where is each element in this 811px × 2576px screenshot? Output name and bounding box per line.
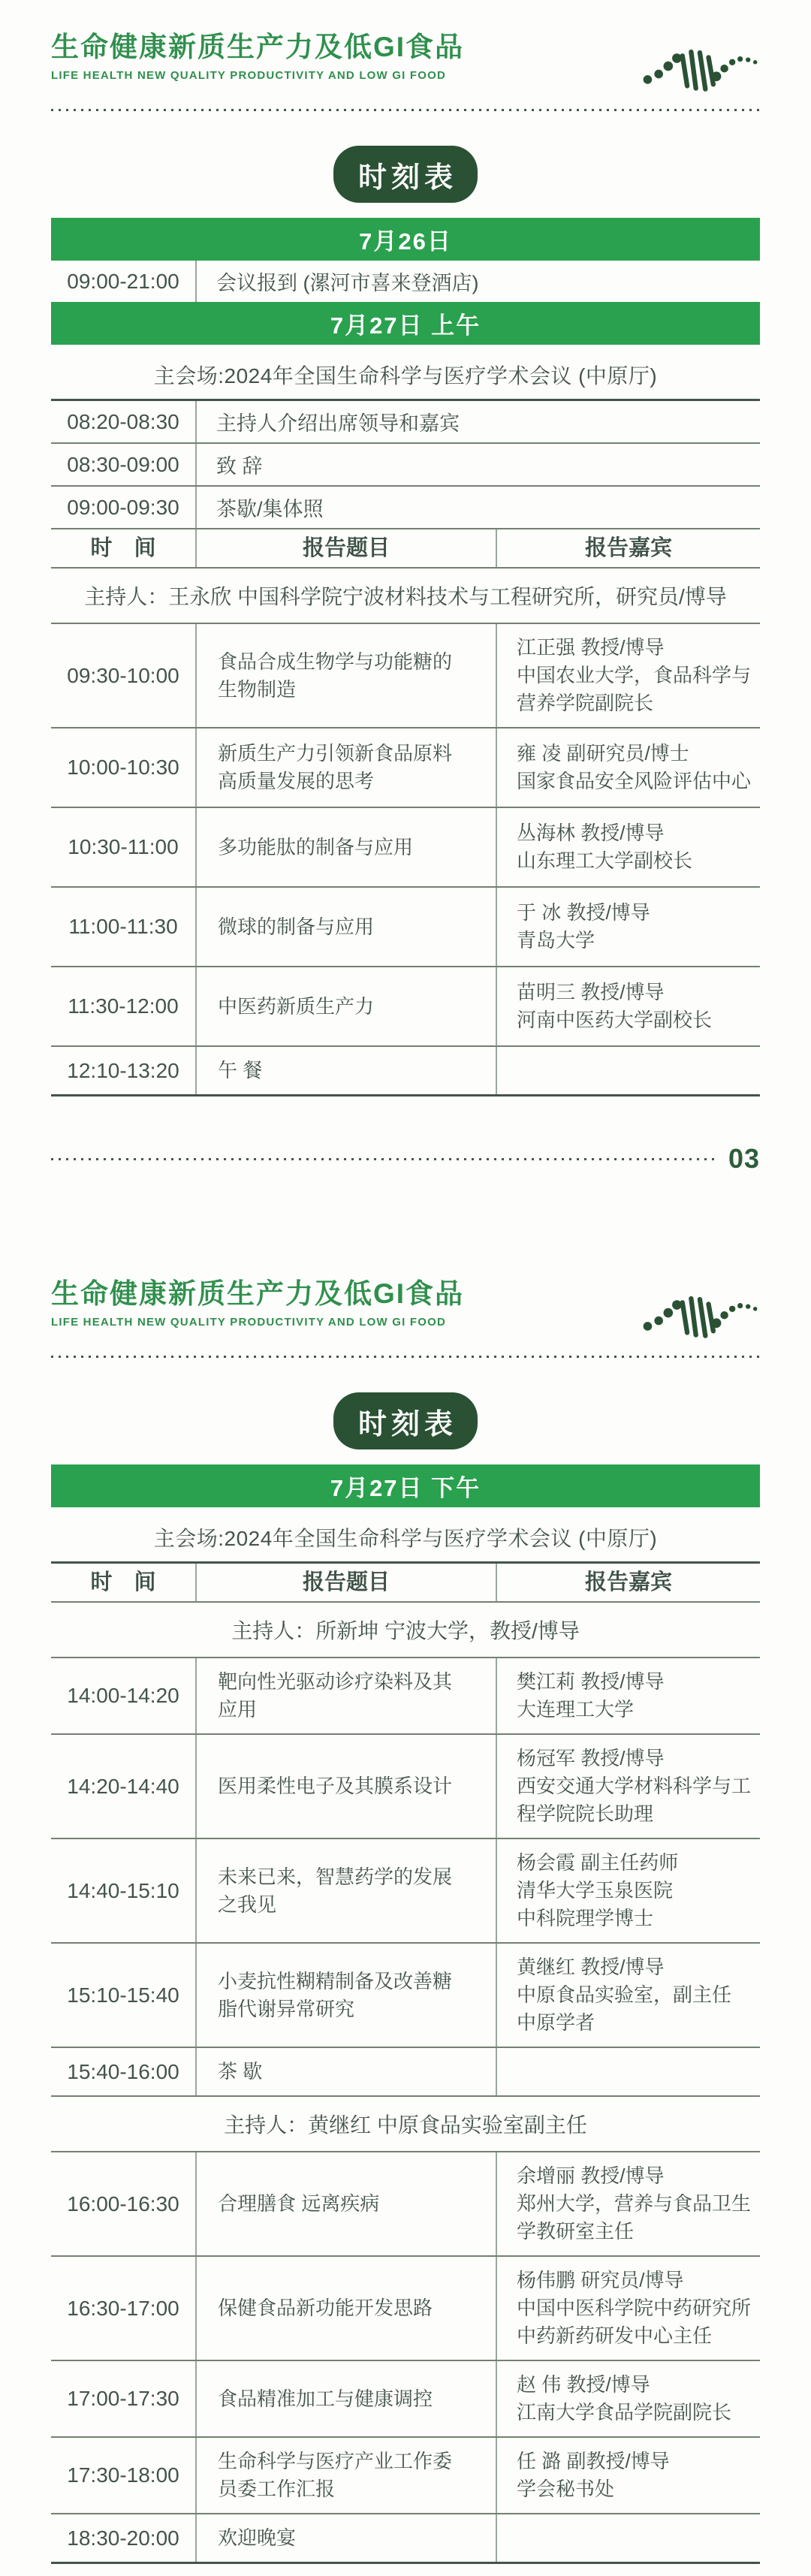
table-row <box>51 401 760 442</box>
time-cell: 15:10-15:40 <box>67 1983 179 2007</box>
talk-title-cell: 欢迎晚宴 <box>195 2514 496 2562</box>
time-cell: 09:30-10:00 <box>67 663 179 687</box>
chair-row <box>51 567 760 623</box>
table-row <box>51 1045 760 1094</box>
event-cell: 主持人介绍出席领导和嘉宾 <box>195 401 760 442</box>
table-row <box>51 442 760 485</box>
chair-row <box>51 1601 760 1657</box>
brand-header <box>51 1278 760 1344</box>
guest-line: 青岛大学 <box>517 929 595 952</box>
column-header-time: 时 间 <box>90 535 156 560</box>
brand-header <box>51 32 760 98</box>
guest-line: 杨冠军 教授/博导 <box>517 1747 665 1769</box>
brand-subtitle: LIFE HEALTH NEW QUALITY PRODUCTIVITY AND LOW GI FOOD <box>51 1315 447 1329</box>
guest-line: 国家食品安全风险评估中心 <box>517 770 752 792</box>
day-banner-jul26: 7月26日 <box>51 218 760 261</box>
bottom-padding <box>51 2564 760 2576</box>
guest-cell <box>496 1658 760 1733</box>
guest-line: 大连理工大学 <box>517 1698 635 1721</box>
guest-line: 中科院理学博士 <box>517 1907 654 1929</box>
afternoon-schedule-table <box>51 1561 760 2564</box>
table-row <box>51 1657 760 1733</box>
page-2 <box>0 1175 811 2576</box>
dna-dots-logo-icon <box>641 33 760 98</box>
column-header-row <box>51 1564 760 1601</box>
table-row <box>51 2360 760 2436</box>
talk-title-cell: 中医药新质生产力 <box>195 967 496 1045</box>
time-cell: 10:30-11:00 <box>68 835 179 858</box>
brand-text <box>51 1278 464 1329</box>
guest-cell <box>496 624 760 727</box>
guest-line: 黄继红 教授/博导 <box>517 1956 665 1978</box>
talk-title-cell: 午 餐 <box>195 1047 496 1094</box>
guest-cell <box>496 1047 760 1094</box>
table-row <box>51 1942 760 2047</box>
table-row <box>51 2047 760 2095</box>
table-row <box>51 727 760 807</box>
time-cell: 18:30-20:00 <box>67 2526 179 2550</box>
guest-cell <box>496 1735 760 1838</box>
guest-cell <box>496 2048 760 2095</box>
guest-cell <box>496 1839 760 1942</box>
guest-cell <box>496 2438 760 2513</box>
guest-cell <box>496 888 760 966</box>
guest-cell <box>496 728 760 807</box>
talk-title-cell: 食品合成生物学与功能糖的生物制造 <box>195 624 496 727</box>
morning-schedule-table <box>51 399 760 1096</box>
time-cell: 09:00-09:30 <box>67 495 179 519</box>
venue-line: 主会场:2024年全国生命科学与医疗学术会议 (中原厅) <box>153 1527 658 1550</box>
time-cell: 12:10-13:20 <box>67 1058 179 1082</box>
guest-line: 杨会霞 副主任药师 <box>517 1851 679 1874</box>
guest-cell <box>496 2257 760 2360</box>
guest-line: 中国农业大学，食品科学与营养学院副院长 <box>517 664 752 714</box>
table-row <box>51 2255 760 2360</box>
table-row <box>51 886 760 966</box>
time-cell: 15:40-16:00 <box>67 2059 179 2083</box>
venue-line: 主会场:2024年全国生命科学与医疗学术会议 (中原厅) <box>153 364 658 388</box>
guest-cell <box>496 967 760 1045</box>
timetable-badge: 时刻表 <box>333 1392 478 1449</box>
talk-title-cell: 多功能肽的制备与应用 <box>195 808 496 886</box>
brand-title: 生命健康新质生产力及低GI食品 <box>51 32 465 62</box>
talk-title-cell: 食品精准加工与健康调控 <box>195 2361 496 2436</box>
page-footer <box>51 1143 760 1175</box>
guest-line: 苗明三 教授/博导 <box>517 981 665 1003</box>
talk-title-cell: 新质生产力引领新食品原料高质量发展的思考 <box>195 728 496 807</box>
guest-line: 丛海林 教授/博导 <box>517 822 665 844</box>
chair-row <box>51 2095 760 2151</box>
time-cell: 17:00-17:30 <box>67 2387 179 2410</box>
time-cell: 11:30-12:00 <box>68 994 179 1018</box>
day-banner-jul27-afternoon: 7月27日 下午 <box>51 1464 760 1507</box>
guest-line: 余增丽 教授/博导 <box>517 2164 665 2187</box>
table-row <box>51 807 760 886</box>
table-row <box>51 2436 760 2513</box>
time-cell: 09:00-21:00 <box>67 269 179 293</box>
talk-title-cell: 保健食品新功能开发思路 <box>195 2257 496 2360</box>
guest-cell <box>496 2361 760 2436</box>
guest-cell <box>496 2152 760 2255</box>
column-header-title: 报告题目 <box>195 529 496 567</box>
time-cell: 10:00-10:30 <box>67 756 179 779</box>
guest-line: 中原食品实验室，副主任 <box>517 1983 732 2006</box>
guest-line: 任 潞 副教授/博导 <box>517 2450 670 2472</box>
guest-line: 山东理工大学副校长 <box>517 849 693 872</box>
column-header-title: 报告题目 <box>195 1564 496 1601</box>
column-header-row <box>51 528 760 567</box>
talk-title-cell: 微球的制备与应用 <box>195 888 496 966</box>
time-cell: 11:00-11:30 <box>68 915 178 938</box>
chair-text: 主持人：黄继红 中原食品实验室副主任 <box>224 2113 587 2137</box>
talk-title-cell: 未来已来，智慧药学的发展之我见 <box>195 1839 496 1942</box>
brand-subtitle: LIFE HEALTH NEW QUALITY PRODUCTIVITY AND LOW GI FOOD <box>51 68 447 82</box>
column-header-time: 时 间 <box>90 1570 156 1594</box>
day-banner-jul27-morning: 7月27日 上午 <box>51 302 760 345</box>
talk-title-cell: 医用柔性电子及其膜系设计 <box>195 1735 496 1838</box>
time-cell: 14:20-14:40 <box>67 1774 179 1798</box>
guest-line: 江正强 教授/博导 <box>517 636 665 659</box>
time-cell: 08:30-09:00 <box>67 452 179 476</box>
brand-title: 生命健康新质生产力及低GI食品 <box>51 1278 465 1309</box>
time-cell: 16:30-17:00 <box>67 2296 179 2320</box>
guest-line: 赵 伟 教授/博导 <box>517 2373 650 2396</box>
guest-line: 中原学者 <box>517 2011 595 2034</box>
table-row <box>51 2151 760 2255</box>
guest-line: 学会秘书处 <box>517 2478 615 2500</box>
column-header-guest: 报告嘉宾 <box>496 1564 760 1601</box>
event-cell: 茶歇/集体照 <box>195 487 760 528</box>
talk-title-cell: 小麦抗性糊精制备及改善糖脂代谢异常研究 <box>195 1944 496 2047</box>
guest-line: 郑州大学，营养与食品卫生学教研室主任 <box>517 2192 752 2243</box>
timetable-badge: 时刻表 <box>333 146 478 203</box>
guest-line: 于 冰 教授/博导 <box>517 901 650 924</box>
time-cell: 17:30-18:00 <box>67 2463 179 2487</box>
page-number: 03 <box>728 1143 760 1174</box>
time-cell: 16:00-16:30 <box>67 2191 179 2216</box>
table-row <box>51 1733 760 1838</box>
guest-cell <box>496 808 760 886</box>
table-row <box>51 1838 760 1942</box>
chair-text: 主持人：王永欣 中国科学院宁波材料技术与工程研究所，研究员/博导 <box>84 585 727 608</box>
guest-line: 杨伟鹏 研究员/博导 <box>517 2269 684 2291</box>
guest-line: 河南中医药大学副校长 <box>517 1009 713 1031</box>
guest-line: 西安交通大学材料科学与工程学院院长助理 <box>517 1775 752 1825</box>
talk-title-cell: 生命科学与医疗产业工作委员委工作汇报 <box>195 2438 496 2513</box>
table-row <box>51 485 760 528</box>
dotted-divider <box>51 1158 718 1160</box>
dotted-divider <box>51 109 760 111</box>
guest-line: 雍 凌 副研究员/博士 <box>517 742 689 765</box>
dotted-divider <box>51 1356 760 1358</box>
guest-cell <box>496 1944 760 2047</box>
chair-text: 主持人：所新坤 宁波大学，教授/博导 <box>231 1619 580 1642</box>
talk-title-cell: 靶向性光驱动诊疗染料及其应用 <box>195 1658 496 1733</box>
event-cell: 会议报到 (漯河市喜来登酒店) <box>195 261 760 302</box>
time-cell: 14:40-15:10 <box>67 1878 179 1902</box>
guest-cell <box>496 2514 760 2562</box>
table-row <box>51 623 760 727</box>
talk-title-cell: 合理膳食 远离疾病 <box>195 2152 496 2255</box>
brand-text <box>51 32 464 82</box>
guest-line: 樊江莉 教授/博导 <box>517 1670 665 1693</box>
registration-row <box>51 261 760 302</box>
column-header-guest: 报告嘉宾 <box>496 529 760 567</box>
guest-line: 清华大学玉泉医院 <box>517 1879 674 1902</box>
page-1 <box>0 0 811 1175</box>
time-cell: 08:20-08:30 <box>67 409 179 433</box>
table-row <box>51 966 760 1045</box>
dna-dots-logo-icon <box>641 1280 760 1344</box>
guest-line: 江南大学食品学院副院长 <box>517 2401 732 2424</box>
event-cell: 致 辞 <box>195 444 760 485</box>
guest-line: 中国中医科学院中药研究所中药新药研发中心主任 <box>517 2297 752 2347</box>
talk-title-cell: 茶 歇 <box>195 2048 496 2095</box>
table-row <box>51 2513 760 2562</box>
time-cell: 14:00-14:20 <box>67 1684 179 1707</box>
